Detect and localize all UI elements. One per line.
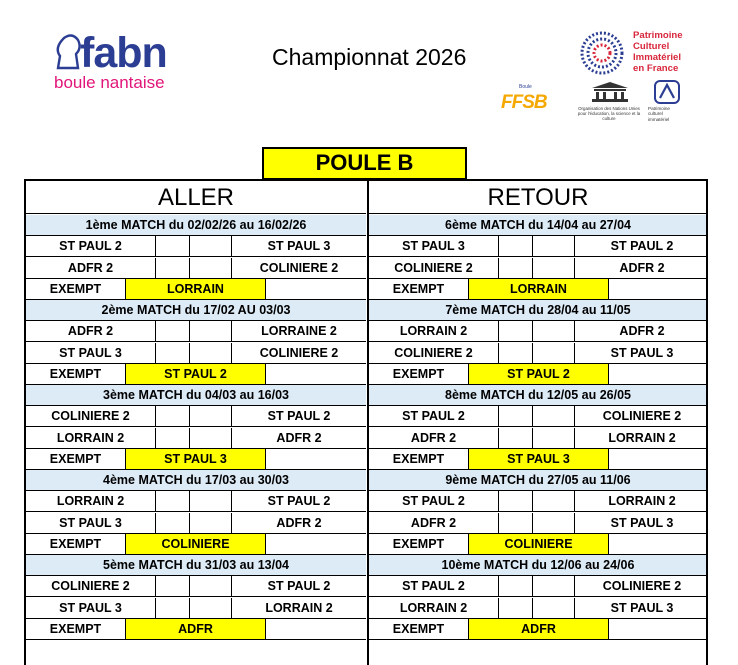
- exempt-row: [369, 449, 707, 470]
- game-row: [369, 513, 707, 534]
- score-cell: [533, 576, 575, 596]
- home-team: ADFR 2: [369, 513, 499, 533]
- score-cell: [499, 428, 533, 448]
- game-row: [369, 343, 707, 364]
- score-cell: [533, 513, 575, 533]
- score-cell: [499, 258, 533, 278]
- exempt-team: COLINIERE: [126, 534, 266, 554]
- retour-section: [367, 181, 707, 665]
- score-cell: [533, 321, 575, 341]
- away-team: LORRAINE 2: [261, 324, 337, 339]
- exempt-label: EXEMPT: [369, 619, 469, 639]
- ffsb-wordmark: FFSB: [501, 92, 547, 113]
- away-team: COLINIERE 2: [259, 345, 339, 360]
- patrimoine-text: Patrimoine Culturel Immatériel en France: [633, 30, 683, 74]
- document-title: Championnat 2026: [272, 44, 467, 70]
- score-cell: [533, 236, 575, 256]
- empty-cell: [266, 534, 366, 554]
- game-row: [369, 491, 707, 512]
- exempt-team: ST PAUL 2: [469, 364, 609, 384]
- score-cell: [533, 258, 575, 278]
- pci-logo: [646, 80, 696, 126]
- score-cell: [190, 428, 232, 448]
- exempt-team: ST PAUL 3: [469, 449, 609, 469]
- home-team: LORRAIN 2: [26, 491, 156, 511]
- game-row: [369, 576, 707, 597]
- match-header: 7ème MATCH du 28/04 au 11/05: [369, 300, 707, 321]
- score-cell: [190, 321, 232, 341]
- score-cell: [156, 576, 190, 596]
- game-row: [26, 576, 366, 597]
- game-row: [369, 406, 707, 427]
- away-team: LORRAIN 2: [265, 600, 333, 615]
- match-header: 1ème MATCH du 02/02/26 au 16/02/26: [26, 215, 366, 236]
- game-row: [26, 491, 366, 512]
- empty-cell: [609, 449, 708, 469]
- empty-cell: [609, 364, 708, 384]
- fabn-subtitle: boule nantaise: [54, 73, 165, 92]
- away-team: ADFR 2: [276, 515, 322, 530]
- patrimoine-dots-icon: [576, 30, 628, 76]
- score-cell: [499, 576, 533, 596]
- score-cell: [533, 406, 575, 426]
- game-row: [369, 258, 707, 279]
- home-team: COLINIERE 2: [369, 343, 499, 363]
- score-cell: [156, 258, 190, 278]
- home-team: COLINIERE 2: [369, 258, 499, 278]
- home-team: COLINIERE 2: [26, 406, 156, 426]
- patrimoine-logo: [576, 30, 716, 76]
- fabn-wordmark: fabn: [80, 29, 167, 77]
- home-team: LORRAIN 2: [369, 321, 499, 341]
- unesco-logo: [574, 80, 644, 130]
- ffsb-subtitle: Boule: [519, 84, 532, 90]
- home-team: LORRAIN 2: [26, 428, 156, 448]
- away-team: ADFR 2: [619, 260, 665, 275]
- score-cell: [533, 343, 575, 363]
- match-header: 9ème MATCH du 27/05 au 11/06: [369, 470, 707, 491]
- score-cell: [156, 513, 190, 533]
- home-team: ST PAUL 2: [369, 576, 499, 596]
- away-team: LORRAIN 2: [608, 430, 676, 445]
- exempt-label: EXEMPT: [26, 449, 126, 469]
- score-cell: [533, 428, 575, 448]
- game-row: [26, 513, 366, 534]
- empty-cell: [609, 534, 708, 554]
- exempt-team: ST PAUL 3: [126, 449, 266, 469]
- game-row: [26, 428, 366, 449]
- score-cell: [156, 321, 190, 341]
- exempt-row: [26, 449, 366, 470]
- score-cell: [533, 598, 575, 618]
- away-team: COLINIERE 2: [602, 579, 682, 594]
- game-row: [369, 236, 707, 257]
- exempt-team: ST PAUL 2: [126, 364, 266, 384]
- aller-title: ALLER: [26, 181, 366, 214]
- game-row: [26, 406, 366, 427]
- home-team: ST PAUL 2: [369, 406, 499, 426]
- score-cell: [156, 343, 190, 363]
- match-header: 5ème MATCH du 31/03 au 13/04: [26, 555, 366, 576]
- exempt-label: EXEMPT: [26, 619, 126, 639]
- score-cell: [156, 491, 190, 511]
- score-cell: [499, 491, 533, 511]
- pci-caption: Patrimoine culturel immatériel: [648, 106, 670, 122]
- away-team: ADFR 2: [619, 324, 665, 339]
- away-team: ST PAUL 2: [610, 239, 674, 254]
- score-cell: [499, 343, 533, 363]
- score-cell: [499, 598, 533, 618]
- score-cell: [156, 598, 190, 618]
- score-cell: [533, 491, 575, 511]
- home-team: ST PAUL 2: [26, 236, 156, 256]
- fabn-logo: [52, 30, 202, 100]
- home-team: LORRAIN 2: [369, 598, 499, 618]
- empty-cell: [266, 619, 366, 639]
- away-team: ST PAUL 3: [610, 515, 674, 530]
- score-cell: [190, 576, 232, 596]
- game-row: [369, 598, 707, 619]
- exempt-row: [26, 364, 366, 385]
- exempt-row: [26, 619, 366, 640]
- home-team: ADFR 2: [26, 258, 156, 278]
- home-team: ST PAUL 3: [26, 343, 156, 363]
- away-team: ST PAUL 2: [267, 409, 331, 424]
- score-cell: [499, 513, 533, 533]
- score-cell: [190, 343, 232, 363]
- home-team: ADFR 2: [369, 428, 499, 448]
- score-cell: [156, 236, 190, 256]
- score-cell: [190, 236, 232, 256]
- match-header: 2ème MATCH du 17/02 AU 03/03: [26, 300, 366, 321]
- schedule-grid: [24, 179, 708, 665]
- score-cell: [190, 598, 232, 618]
- match-header: 4ème MATCH du 17/03 au 30/03: [26, 470, 366, 491]
- exempt-row: [369, 619, 707, 640]
- game-row: [26, 343, 366, 364]
- match-header: 3ème MATCH du 04/03 au 16/03: [26, 385, 366, 406]
- unesco-caption: Organisation des Nations Unies pour l'éducation, la science et la culture: [577, 106, 641, 121]
- exempt-label: EXEMPT: [26, 279, 126, 299]
- game-row: [26, 321, 366, 342]
- exempt-label: EXEMPT: [369, 279, 469, 299]
- exempt-row: [369, 279, 707, 300]
- score-cell: [156, 428, 190, 448]
- exempt-row: [26, 279, 366, 300]
- empty-cell: [266, 364, 366, 384]
- away-team: ST PAUL 2: [267, 579, 331, 594]
- score-cell: [499, 236, 533, 256]
- exempt-team: LORRAIN: [126, 279, 266, 299]
- away-team: ST PAUL 2: [267, 494, 331, 509]
- exempt-label: EXEMPT: [26, 534, 126, 554]
- aller-section: [26, 181, 366, 665]
- away-team: COLINIERE 2: [602, 409, 682, 424]
- pci-emblem-icon: [654, 80, 680, 104]
- exempt-label: EXEMPT: [26, 364, 126, 384]
- away-team: LORRAIN 2: [608, 494, 676, 509]
- empty-cell: [609, 279, 708, 299]
- away-team: ST PAUL 3: [610, 345, 674, 360]
- exempt-label: EXEMPT: [369, 364, 469, 384]
- empty-cell: [266, 449, 366, 469]
- unesco-temple-icon: [590, 82, 630, 102]
- exempt-label: EXEMPT: [369, 449, 469, 469]
- match-header: 8ème MATCH du 12/05 au 26/05: [369, 385, 707, 406]
- home-team: ST PAUL 2: [369, 491, 499, 511]
- game-row: [26, 236, 366, 257]
- home-team: ST PAUL 3: [369, 236, 499, 256]
- exempt-row: [369, 534, 707, 555]
- exempt-team: ADFR: [126, 619, 266, 639]
- score-cell: [190, 513, 232, 533]
- retour-title: RETOUR: [369, 181, 707, 214]
- match-header: 6ème MATCH du 14/04 au 27/04: [369, 215, 707, 236]
- score-cell: [190, 406, 232, 426]
- home-team: COLINIERE 2: [26, 576, 156, 596]
- away-team: ST PAUL 3: [267, 239, 331, 254]
- ffsb-logo: [495, 84, 561, 122]
- away-team: ADFR 2: [276, 430, 322, 445]
- score-cell: [156, 406, 190, 426]
- game-row: [369, 428, 707, 449]
- score-cell: [190, 258, 232, 278]
- exempt-team: ADFR: [469, 619, 609, 639]
- score-cell: [499, 321, 533, 341]
- match-header: 10ème MATCH du 12/06 au 24/06: [369, 555, 707, 576]
- away-team: COLINIERE 2: [259, 260, 339, 275]
- empty-cell: [266, 279, 366, 299]
- home-team: ADFR 2: [26, 321, 156, 341]
- exempt-team: LORRAIN: [469, 279, 609, 299]
- game-row: [26, 258, 366, 279]
- poule-banner: POULE B: [262, 147, 467, 180]
- exempt-row: [369, 364, 707, 385]
- game-row: [369, 321, 707, 342]
- exempt-row: [26, 534, 366, 555]
- home-team: ST PAUL 3: [26, 598, 156, 618]
- score-cell: [499, 406, 533, 426]
- home-team: ST PAUL 3: [26, 513, 156, 533]
- exempt-team: COLINIERE: [469, 534, 609, 554]
- score-cell: [190, 491, 232, 511]
- away-team: ST PAUL 3: [610, 600, 674, 615]
- game-row: [26, 598, 366, 619]
- empty-cell: [609, 619, 708, 639]
- exempt-label: EXEMPT: [369, 534, 469, 554]
